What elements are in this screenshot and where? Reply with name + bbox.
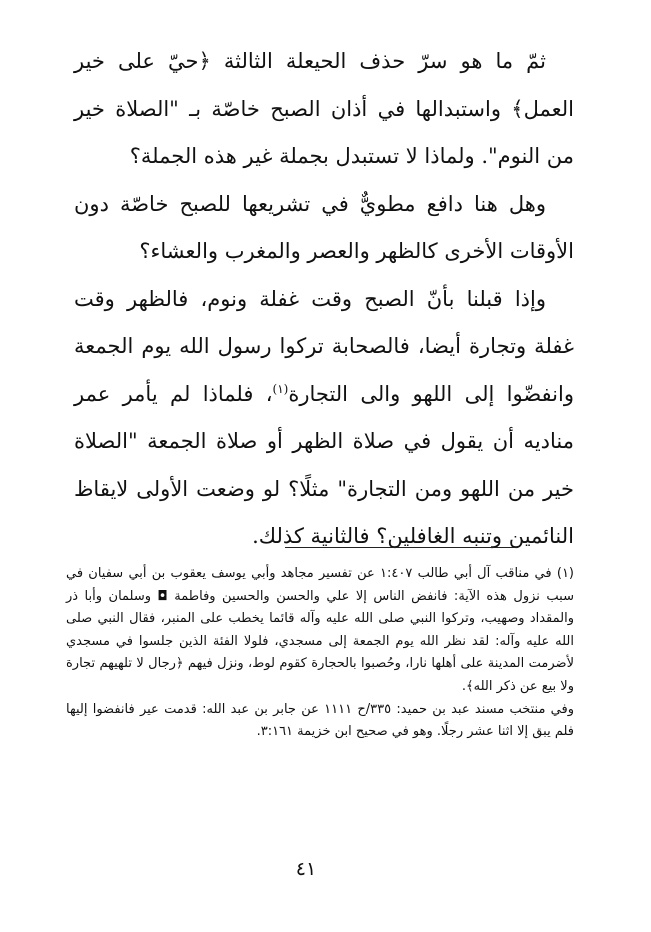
main-text bbox=[74, 38, 574, 561]
footnotes bbox=[66, 563, 574, 744]
paragraph-3-part-1: وإذا قبلنا بأنّ الصبح وقت غفلة ونوم، فالظهر وقت غفلة وتجارة أيضا، فالصحابة تركوا رسول الله يوم الجمعة وانفضّوا إلى اللهو والى التجارة bbox=[74, 286, 574, 406]
footnote-1-continuation: وفي منتخب مسند عبد بن حميد: ٣٣٥/ح ١١١١ عن جابر بن عبد الله: قدمت عير فانفضوا إليها فلم يبق إلا اثنا عشر رجلًا. وهو في صحيح ابن خزيمة ٣:١٦١. bbox=[66, 701, 575, 740]
page-number: ٤١ bbox=[295, 858, 317, 880]
paragraph-2: وهل هنا دافع مطويٌّ في تشريعها للصبح خاصّة دون الأوقات الأخرى كالظهر والعصر والمغرب والعشاء؟ bbox=[74, 191, 574, 263]
footnote-separator bbox=[285, 547, 517, 548]
footnote-1: (١) في مناقب آل أبي طالب ١:٤٠٧ عن تفسير مجاهد وأبي يوسف يعقوب بن أبي سفيان في سبب نزول هذه الآية: فانفض الناس إلا علي والحسن والحسين وفاطمة ◘ وسلمان وأبا ذر والمقداد وصهيب، وتركوا النبي صلى الله عليه وآله قائما يخطب على المنبر، فقال النبي صلى الله عليه وآله: لقد نظر الله يوم الجمعة إلى مسجدي، فلولا الفئة الذين جلسوا في مسجدي لأضرمت المدينة على أهلها نارا، وحُصبوا بالحجارة كقوم لوط، ونزل فيهم ﴿رجال لا تلهيهم تجارة ولا بيع عن ذكر الله﴾. bbox=[66, 566, 574, 694]
footnote-reference: (١) bbox=[272, 381, 289, 396]
paragraph-3-part-2: ، فلماذا لم يأمر عمر مناديه أن يقول في صلاة الظهر أو صلاة الجمعة "الصلاة خير من اللهو ومن التجارة" مثلًا؟ لو وضعت الأولى لايقاظ النائمين وتنبه الغافلين؟ فالثانية كذلك. bbox=[74, 381, 574, 548]
paragraph-3 bbox=[74, 276, 574, 561]
paragraph-1: ثمّ ما هو سرّ حذف الحيعلة الثالثة ﴿حيّ على خير العمل﴾ واستبدالها في أذان الصبح خاصّة بـ "الصلاة خير من النوم". ولماذا لا تستبدل بجملة غير هذه الجملة؟ bbox=[74, 49, 574, 168]
